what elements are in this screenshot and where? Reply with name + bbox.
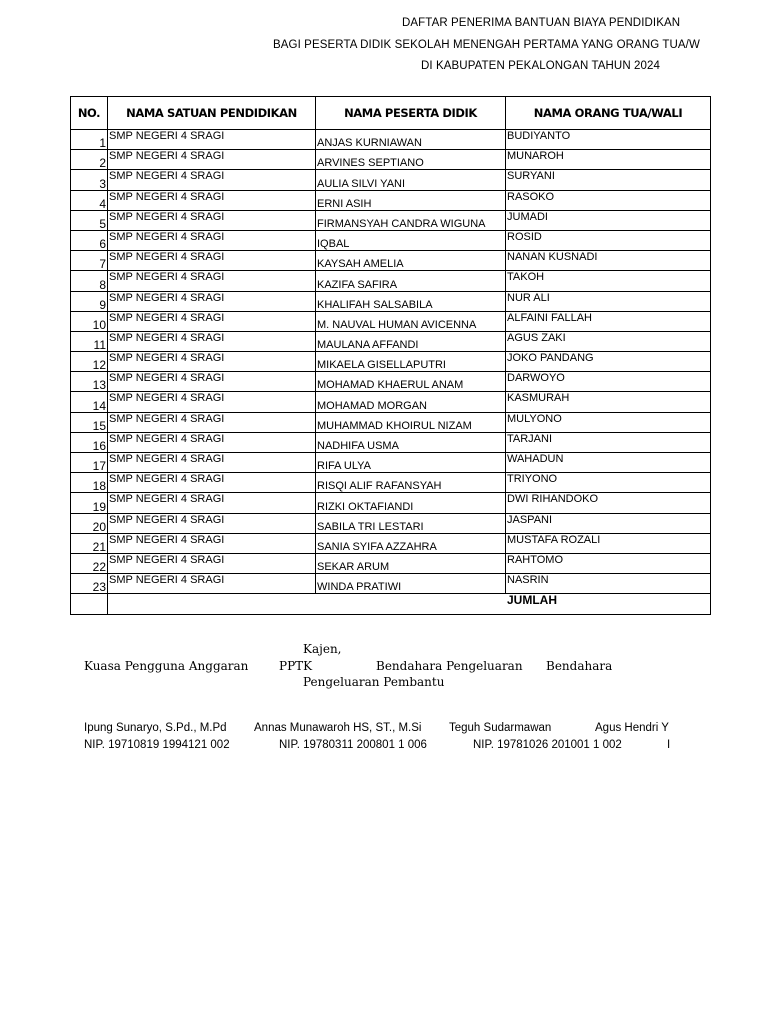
cell-student: MOHAMAD MORGAN (316, 392, 506, 412)
cell-student: SANIA SYIFA AZZAHRA (316, 533, 506, 553)
cell-student: MIKAELA GISELLAPUTRI (316, 352, 506, 372)
cell-school: SMP NEGERI 4 SRAGI (108, 291, 316, 311)
role-kuasa-pengguna-anggaran: Kuasa Pengguna Anggaran (84, 659, 249, 673)
cell-no: 3 (71, 170, 108, 190)
cell-student: WINDA PRATIWI (316, 574, 506, 594)
cell-parent: MUSTAFA ROZALI (506, 533, 711, 553)
table-row (71, 190, 711, 210)
cell-no: 18 (71, 473, 108, 493)
cell-parent: NASRIN (506, 574, 711, 594)
cell-parent: AGUS ZAKI (506, 331, 711, 351)
cell-no: 22 (71, 553, 108, 573)
cell-no: 2 (71, 150, 108, 170)
document-title-line-1: DAFTAR PENERIMA BANTUAN BIAYA PENDIDIKAN (402, 17, 681, 29)
signer-name-kpa: Ipung Sunaryo, S.Pd., M.Pd (84, 722, 227, 734)
column-header-parent: NAMA ORANG TUA/WALI (506, 97, 711, 130)
cell-student: SEKAR ARUM (316, 553, 506, 573)
table-row (71, 311, 711, 331)
cell-no: 6 (71, 230, 108, 250)
cell-student: SABILA TRI LESTARI (316, 513, 506, 533)
cell-parent: ALFAINI FALLAH (506, 311, 711, 331)
table-body (71, 130, 711, 615)
cell-no: 15 (71, 412, 108, 432)
signature-place: Kajen, (303, 642, 342, 656)
cell-student: MAULANA AFFANDI (316, 331, 506, 351)
total-row (71, 594, 711, 614)
cell-no: 23 (71, 574, 108, 594)
cell-school: SMP NEGERI 4 SRAGI (108, 432, 316, 452)
cell-no: 4 (71, 190, 108, 210)
cell-school: SMP NEGERI 4 SRAGI (108, 331, 316, 351)
cell-no: 13 (71, 372, 108, 392)
cell-student: MUHAMMAD KHOIRUL NIZAM (316, 412, 506, 432)
cell-student: MOHAMAD KHAERUL ANAM (316, 372, 506, 392)
cell-no: 9 (71, 291, 108, 311)
cell-school: SMP NEGERI 4 SRAGI (108, 271, 316, 291)
cell-student: RIZKI OKTAFIANDI (316, 493, 506, 513)
cell-no: 8 (71, 271, 108, 291)
cell-student: RIFA ULYA (316, 453, 506, 473)
table-row (71, 150, 711, 170)
table-row (71, 473, 711, 493)
role-pengeluaran-pembantu: Pengeluaran Pembantu (303, 675, 445, 689)
table-row (71, 513, 711, 533)
document-title-line-2: BAGI PESERTA DIDIK SEKOLAH MENENGAH PERTAMA YANG ORANG TUA/W (273, 39, 700, 51)
table-row (71, 352, 711, 372)
signer-name-bendahara: Teguh Sudarmawan (449, 722, 552, 734)
cell-school: SMP NEGERI 4 SRAGI (108, 150, 316, 170)
table-row (71, 533, 711, 553)
cell-student: ARVINES SEPTIANO (316, 150, 506, 170)
cell-parent: TARJANI (506, 432, 711, 452)
cell-student: KAYSAH AMELIA (316, 251, 506, 271)
table-row (71, 331, 711, 351)
table-row (71, 271, 711, 291)
cell-school: SMP NEGERI 4 SRAGI (108, 372, 316, 392)
table-row (71, 210, 711, 230)
cell-parent: NANAN KUSNADI (506, 251, 711, 271)
cell-student: M. NAUVAL HUMAN AVICENNA (316, 311, 506, 331)
cell-parent: DARWOYO (506, 372, 711, 392)
cell-no: 14 (71, 392, 108, 412)
cell-no: 12 (71, 352, 108, 372)
cell-school: SMP NEGERI 4 SRAGI (108, 170, 316, 190)
cell-no: 5 (71, 210, 108, 230)
cell-student: FIRMANSYAH CANDRA WIGUNA (316, 210, 506, 230)
signer-name-pptk: Annas Munawaroh HS, ST., M.Si (254, 722, 422, 734)
cell-school: SMP NEGERI 4 SRAGI (108, 230, 316, 250)
column-header-student: NAMA PESERTA DIDIK (316, 97, 506, 130)
cell-student: KAZIFA SAFIRA (316, 271, 506, 291)
cell-no: 16 (71, 432, 108, 452)
cell-student: AULIA SILVI YANI (316, 170, 506, 190)
cell-no: 11 (71, 331, 108, 351)
cell-school: SMP NEGERI 4 SRAGI (108, 210, 316, 230)
cell-student: ERNI ASIH (316, 190, 506, 210)
cell-school: SMP NEGERI 4 SRAGI (108, 453, 316, 473)
cell-parent: MULYONO (506, 412, 711, 432)
table-row (71, 170, 711, 190)
cell-parent: MUNAROH (506, 150, 711, 170)
cell-parent: SURYANI (506, 170, 711, 190)
cell-parent: JOKO PANDANG (506, 352, 711, 372)
cell-parent: RAHTOMO (506, 553, 711, 573)
total-label: JUMLAH (108, 594, 711, 614)
table-row (71, 130, 711, 150)
cell-no: 17 (71, 453, 108, 473)
cell-parent: NUR ALI (506, 291, 711, 311)
cell-school: SMP NEGERI 4 SRAGI (108, 553, 316, 573)
cell-school: SMP NEGERI 4 SRAGI (108, 513, 316, 533)
signer-nip-pembantu: I (667, 739, 671, 751)
cell-student: RISQI ALIF RAFANSYAH (316, 473, 506, 493)
cell-school: SMP NEGERI 4 SRAGI (108, 190, 316, 210)
cell-school: SMP NEGERI 4 SRAGI (108, 412, 316, 432)
cell-school: SMP NEGERI 4 SRAGI (108, 473, 316, 493)
table-row (71, 453, 711, 473)
cell-student: ANJAS KURNIAWAN (316, 130, 506, 150)
signer-nip-pptk: NIP. 19780311 200801 1 006 (279, 739, 427, 751)
cell-no: 20 (71, 513, 108, 533)
cell-no: 7 (71, 251, 108, 271)
cell-student: IQBAL (316, 230, 506, 250)
signer-nip-bendahara: NIP. 19781026 201001 1 002 (473, 739, 622, 751)
signer-name-pembantu: Agus Hendri Y (595, 722, 669, 734)
column-header-school: NAMA SATUAN PENDIDIKAN (108, 97, 316, 130)
cell-parent: TRIYONO (506, 473, 711, 493)
cell-parent: BUDIYANTO (506, 130, 711, 150)
table-row (71, 372, 711, 392)
cell-student: KHALIFAH SALSABILA (316, 291, 506, 311)
cell-student: NADHIFA USMA (316, 432, 506, 452)
cell-parent: TAKOH (506, 271, 711, 291)
recipient-table (70, 96, 711, 615)
table-row (71, 251, 711, 271)
document-title-line-3: DI KABUPATEN PEKALONGAN TAHUN 2024 (421, 60, 661, 72)
cell-school: SMP NEGERI 4 SRAGI (108, 533, 316, 553)
cell-parent: WAHADUN (506, 453, 711, 473)
cell-school: SMP NEGERI 4 SRAGI (108, 493, 316, 513)
table-row (71, 392, 711, 412)
table-row (71, 412, 711, 432)
cell-school: SMP NEGERI 4 SRAGI (108, 311, 316, 331)
table-row (71, 493, 711, 513)
total-row-empty-cell (71, 594, 108, 614)
table-row (71, 553, 711, 573)
table-row (71, 230, 711, 250)
cell-no: 10 (71, 311, 108, 331)
cell-parent: KASMURAH (506, 392, 711, 412)
cell-parent: JUMADI (506, 210, 711, 230)
role-bendahara-pembantu: Bendahara (546, 659, 613, 673)
cell-parent: RASOKO (506, 190, 711, 210)
cell-no: 1 (71, 130, 108, 150)
role-pptk: PPTK (279, 659, 313, 673)
cell-school: SMP NEGERI 4 SRAGI (108, 392, 316, 412)
cell-parent: JASPANI (506, 513, 711, 533)
table-header-row (71, 97, 711, 130)
cell-school: SMP NEGERI 4 SRAGI (108, 352, 316, 372)
role-bendahara-pengeluaran: Bendahara Pengeluaran (376, 659, 523, 673)
table-row (71, 432, 711, 452)
cell-no: 21 (71, 533, 108, 553)
cell-parent: DWI RIHANDOKO (506, 493, 711, 513)
signer-nip-kpa: NIP. 19710819 1994121 002 (84, 739, 230, 751)
cell-school: SMP NEGERI 4 SRAGI (108, 251, 316, 271)
cell-parent: ROSID (506, 230, 711, 250)
table-row (71, 574, 711, 594)
column-header-no: NO. (71, 97, 108, 130)
table-row (71, 291, 711, 311)
cell-school: SMP NEGERI 4 SRAGI (108, 574, 316, 594)
cell-no: 19 (71, 493, 108, 513)
cell-school: SMP NEGERI 4 SRAGI (108, 130, 316, 150)
